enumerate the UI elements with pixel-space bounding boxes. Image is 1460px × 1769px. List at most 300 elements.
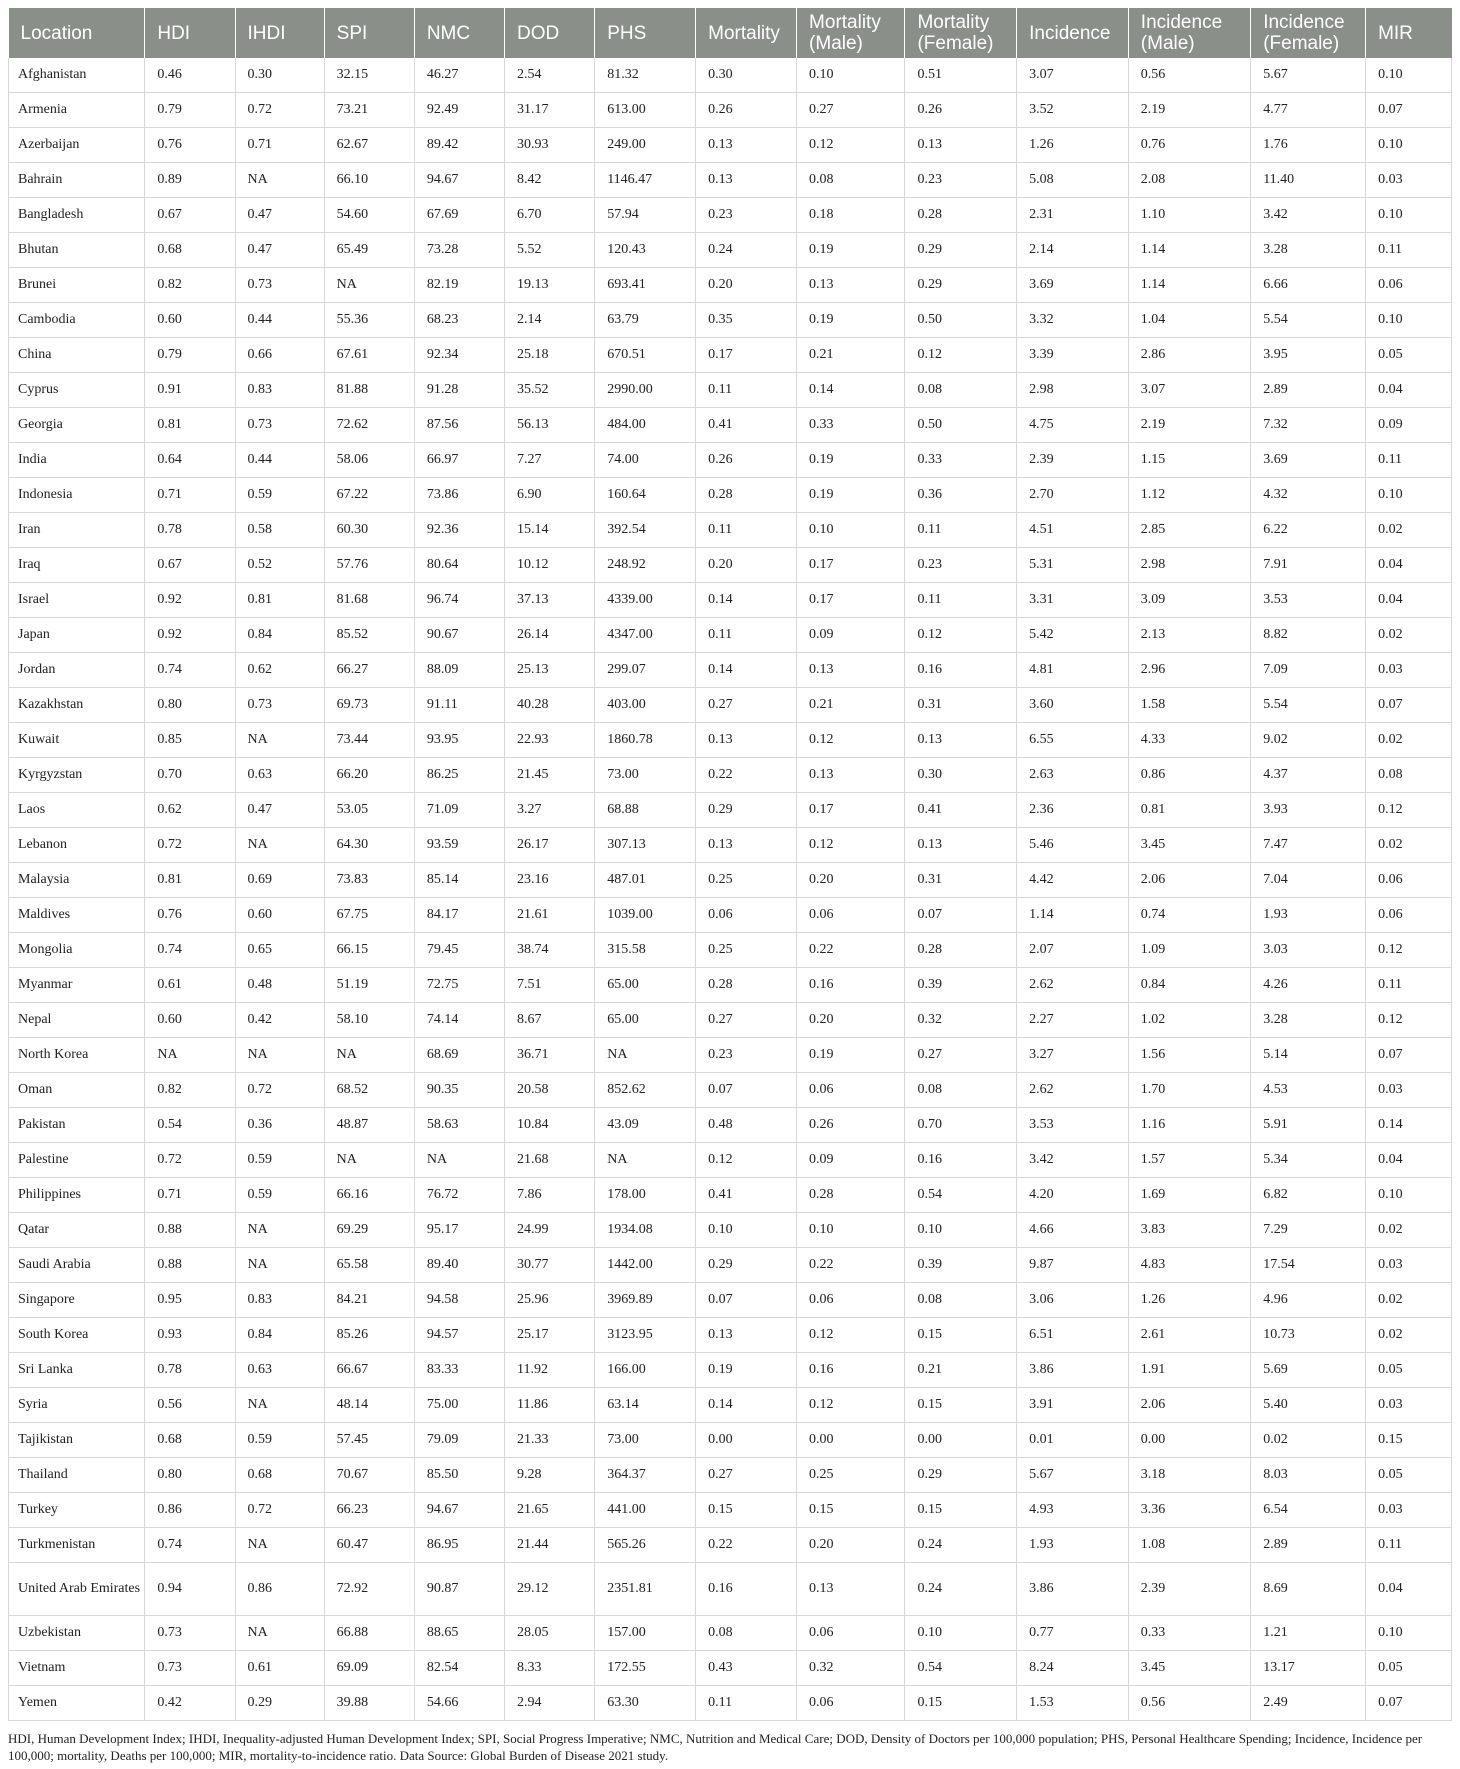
table-cell-location: United Arab Emirates	[9, 1563, 145, 1616]
table-cell: 1.56	[1128, 1038, 1250, 1073]
table-cell: 0.21	[905, 1353, 1017, 1388]
table-cell: 0.16	[905, 653, 1017, 688]
table-row	[9, 1388, 1452, 1423]
table-cell: 3.07	[1017, 58, 1129, 93]
table-cell: 0.84	[235, 1318, 324, 1353]
table-cell: 0.06	[1366, 268, 1452, 303]
table-cell-location: Lebanon	[9, 828, 145, 863]
table-cell: 0.41	[905, 793, 1017, 828]
table-cell: 25.96	[505, 1283, 595, 1318]
table-cell: 69.73	[324, 688, 414, 723]
table-cell: 90.87	[414, 1563, 504, 1616]
table-cell: 0.13	[696, 723, 797, 758]
table-cell: 0.17	[696, 338, 797, 373]
table-cell: 1442.00	[595, 1248, 696, 1283]
table-cell: 3.42	[1251, 198, 1366, 233]
table-row	[9, 1108, 1452, 1143]
table-cell: 3.27	[1017, 1038, 1129, 1073]
table-cell: 6.70	[505, 198, 595, 233]
table-cell: 3.42	[1017, 1143, 1129, 1178]
table-cell: NA	[235, 1388, 324, 1423]
table-cell: 0.65	[235, 933, 324, 968]
column-header-mir[interactable]: MIR	[1366, 8, 1452, 58]
table-cell: 0.06	[1366, 863, 1452, 898]
table-cell: 87.56	[414, 408, 504, 443]
table-cell: 484.00	[595, 408, 696, 443]
table-cell-location: Iraq	[9, 548, 145, 583]
table-cell: 0.79	[145, 93, 235, 128]
table-cell: 120.43	[595, 233, 696, 268]
table-cell: 0.70	[145, 758, 235, 793]
table-row	[9, 618, 1452, 653]
table-cell: 0.71	[145, 478, 235, 513]
table-cell: 0.06	[797, 1283, 905, 1318]
table-cell: 0.72	[145, 1143, 235, 1178]
table-cell: 3.45	[1128, 1651, 1250, 1686]
table-cell: 0.02	[1366, 1213, 1452, 1248]
table-cell: 94.58	[414, 1283, 504, 1318]
table-row	[9, 828, 1452, 863]
table-cell: 4.93	[1017, 1493, 1129, 1528]
table-row	[9, 198, 1452, 233]
table-cell: 0.74	[1128, 898, 1250, 933]
column-header-nmc[interactable]: NMC	[414, 8, 504, 58]
table-cell: 0.54	[905, 1178, 1017, 1213]
table-cell: 0.86	[145, 1493, 235, 1528]
table-cell: 0.17	[797, 583, 905, 618]
table-cell: 0.04	[1366, 1143, 1452, 1178]
table-cell-location: India	[9, 443, 145, 478]
table-cell: 68.69	[414, 1038, 504, 1073]
table-cell: 95.17	[414, 1213, 504, 1248]
table-cell: 0.02	[1366, 1318, 1452, 1353]
table-cell: 0.67	[145, 198, 235, 233]
table-cell-location: Laos	[9, 793, 145, 828]
table-cell: 0.72	[235, 1073, 324, 1108]
table-cell: 2.98	[1017, 373, 1129, 408]
table-row	[9, 863, 1452, 898]
table-cell: 172.55	[595, 1651, 696, 1686]
table-cell: 51.19	[324, 968, 414, 1003]
table-cell: 0.29	[905, 233, 1017, 268]
table-cell: 81.88	[324, 373, 414, 408]
table-cell-location: Azerbaijan	[9, 128, 145, 163]
table-cell-location: Turkmenistan	[9, 1528, 145, 1563]
table-cell: 0.17	[797, 793, 905, 828]
column-header-dod[interactable]: DOD	[505, 8, 595, 58]
table-cell: 315.58	[595, 933, 696, 968]
table-cell: 1.09	[1128, 933, 1250, 968]
table-cell: 0.23	[696, 1038, 797, 1073]
table-cell: 0.24	[905, 1528, 1017, 1563]
table-cell: 0.79	[145, 338, 235, 373]
table-cell: 25.17	[505, 1318, 595, 1353]
table-cell: 1.12	[1128, 478, 1250, 513]
table-cell: 0.08	[905, 1073, 1017, 1108]
table-cell: 0.43	[696, 1651, 797, 1686]
column-header-mortality-male[interactable]: Mortality (Male)	[797, 8, 905, 58]
table-cell: 5.67	[1251, 58, 1366, 93]
table-cell-location: Pakistan	[9, 1108, 145, 1143]
table-cell: NA	[235, 1528, 324, 1563]
table-cell: 0.13	[797, 653, 905, 688]
table-cell: 2.27	[1017, 1003, 1129, 1038]
table-cell-location: Kuwait	[9, 723, 145, 758]
table-cell: NA	[235, 1213, 324, 1248]
table-cell: 0.02	[1366, 513, 1452, 548]
table-cell: 0.19	[696, 1353, 797, 1388]
table-footnote: HDI, Human Development Index; IHDI, Inequality-adjusted Human Development Index; SPI, Social Progress Imperative; NMC, Nutrition and Medical Care; DOD, Density of Doctors per 100,000 population; PHS, Personal Healthcare Spending; Incidence, Incidence per 100,000; mortality, Deaths per 100,000; MIR, mortality-to-incidence ratio. Data Source: Global Burden of Disease 2021 study.	[8, 1731, 1423, 1763]
table-cell: 0.22	[797, 933, 905, 968]
table-cell: 0.08	[696, 1616, 797, 1651]
table-cell: 8.33	[505, 1651, 595, 1686]
table-cell: 64.30	[324, 828, 414, 863]
table-cell: 21.65	[505, 1493, 595, 1528]
table-body	[9, 58, 1452, 1721]
table-cell: 79.09	[414, 1423, 504, 1458]
table-cell: 4.53	[1251, 1073, 1366, 1108]
table-cell: 8.67	[505, 1003, 595, 1038]
table-row	[9, 1616, 1452, 1651]
table-cell: 4.77	[1251, 93, 1366, 128]
table-cell: 0.77	[1017, 1616, 1129, 1651]
column-header-phs[interactable]: PHS	[595, 8, 696, 58]
table-cell-location: Brunei	[9, 268, 145, 303]
table-cell: 2.85	[1128, 513, 1250, 548]
table-cell: 3.53	[1017, 1108, 1129, 1143]
table-cell: 0.25	[797, 1458, 905, 1493]
table-cell: 15.14	[505, 513, 595, 548]
table-cell: 0.41	[696, 1178, 797, 1213]
table-cell: 0.27	[696, 1458, 797, 1493]
table-cell: 0.83	[235, 373, 324, 408]
table-cell: 2.62	[1017, 968, 1129, 1003]
table-cell: 0.69	[235, 863, 324, 898]
table-cell: 0.92	[145, 583, 235, 618]
table-row	[9, 548, 1452, 583]
table-cell: 57.45	[324, 1423, 414, 1458]
table-cell: 0.81	[145, 408, 235, 443]
table-cell: 0.61	[235, 1651, 324, 1686]
table-cell-location: Japan	[9, 618, 145, 653]
table-cell: 3.31	[1017, 583, 1129, 618]
table-cell: 0.12	[797, 723, 905, 758]
table-cell: 93.95	[414, 723, 504, 758]
table-cell: 0.48	[696, 1108, 797, 1143]
table-cell-location: Qatar	[9, 1213, 145, 1248]
table-cell: 0.64	[145, 443, 235, 478]
table-cell: 0.36	[235, 1108, 324, 1143]
table-cell: 0.74	[145, 653, 235, 688]
table-cell: 48.14	[324, 1388, 414, 1423]
table-row	[9, 723, 1452, 758]
table-row	[9, 1283, 1452, 1318]
column-header-spi[interactable]: SPI	[324, 8, 414, 58]
table-cell: 0.14	[1366, 1108, 1452, 1143]
table-cell: 81.32	[595, 58, 696, 93]
table-cell: 67.22	[324, 478, 414, 513]
table-cell: 3.27	[505, 793, 595, 828]
table-cell: 852.62	[595, 1073, 696, 1108]
table-cell: 3.36	[1128, 1493, 1250, 1528]
table-cell: 74.00	[595, 443, 696, 478]
table-cell-location: Armenia	[9, 93, 145, 128]
table-cell: 0.12	[1366, 933, 1452, 968]
table-cell: 81.68	[324, 583, 414, 618]
table-row	[9, 933, 1452, 968]
table-cell: 21.68	[505, 1143, 595, 1178]
table-cell: 0.07	[1366, 1686, 1452, 1721]
table-cell: 3.45	[1128, 828, 1250, 863]
table-cell: 0.63	[235, 758, 324, 793]
table-cell: 613.00	[595, 93, 696, 128]
table-cell: 0.14	[696, 583, 797, 618]
table-cell: 65.49	[324, 233, 414, 268]
table-cell: 66.88	[324, 1616, 414, 1651]
table-cell: 441.00	[595, 1493, 696, 1528]
table-cell: 0.08	[905, 1283, 1017, 1318]
table-cell: 0.71	[235, 128, 324, 163]
table-cell: 0.07	[1366, 93, 1452, 128]
table-cell: 3.69	[1017, 268, 1129, 303]
table-cell: 0.14	[696, 1388, 797, 1423]
table-cell: 0.73	[235, 268, 324, 303]
table-cell: NA	[235, 163, 324, 198]
table-cell: 1.26	[1128, 1283, 1250, 1318]
table-cell-location: Jordan	[9, 653, 145, 688]
table-cell: 0.66	[235, 338, 324, 373]
table-cell: 0.41	[696, 408, 797, 443]
table-row	[9, 1493, 1452, 1528]
table-cell: 0.52	[235, 548, 324, 583]
table-cell: 1.57	[1128, 1143, 1250, 1178]
table-row	[9, 1458, 1452, 1493]
table-cell: 0.73	[145, 1651, 235, 1686]
table-cell: 0.72	[235, 1493, 324, 1528]
table-cell: 0.13	[696, 1318, 797, 1353]
table-cell: 30.93	[505, 128, 595, 163]
table-cell: 67.75	[324, 898, 414, 933]
table-cell: 4347.00	[595, 618, 696, 653]
table-cell: 0.92	[145, 618, 235, 653]
table-cell: 3.32	[1017, 303, 1129, 338]
data-table-container	[8, 8, 1452, 1721]
table-cell: 0.15	[905, 1686, 1017, 1721]
table-cell: 21.33	[505, 1423, 595, 1458]
table-cell: 249.00	[595, 128, 696, 163]
table-cell-location: Bangladesh	[9, 198, 145, 233]
table-cell: 0.04	[1366, 548, 1452, 583]
table-cell: 85.52	[324, 618, 414, 653]
table-cell: 46.27	[414, 58, 504, 93]
table-cell: 0.07	[696, 1073, 797, 1108]
table-cell: 0.91	[145, 373, 235, 408]
table-cell: 0.03	[1366, 1388, 1452, 1423]
table-cell: 83.33	[414, 1353, 504, 1388]
table-cell-location: Myanmar	[9, 968, 145, 1003]
table-cell: 5.67	[1017, 1458, 1129, 1493]
table-cell-location: Indonesia	[9, 478, 145, 513]
column-header-location[interactable]: Location	[9, 8, 145, 58]
table-cell: 4.66	[1017, 1213, 1129, 1248]
table-cell-location: China	[9, 338, 145, 373]
table-cell: 26.14	[505, 618, 595, 653]
table-cell: 0.76	[1128, 128, 1250, 163]
table-cell: NA	[235, 1038, 324, 1073]
table-cell: 71.09	[414, 793, 504, 828]
table-cell: NA	[324, 1143, 414, 1178]
table-cell: 0.26	[905, 93, 1017, 128]
column-header-mortality-female[interactable]: Mortality (Female)	[905, 8, 1017, 58]
column-header-ihdi[interactable]: IHDI	[235, 8, 324, 58]
table-cell: 21.61	[505, 898, 595, 933]
table-cell: 0.28	[696, 478, 797, 513]
table-cell: 5.69	[1251, 1353, 1366, 1388]
table-cell: 94.67	[414, 1493, 504, 1528]
table-cell: 0.30	[235, 58, 324, 93]
table-cell: 62.67	[324, 128, 414, 163]
table-cell: 79.45	[414, 933, 504, 968]
table-cell: 5.31	[1017, 548, 1129, 583]
table-cell: 0.15	[1366, 1423, 1452, 1458]
table-cell: 21.45	[505, 758, 595, 793]
table-cell: 3.86	[1017, 1353, 1129, 1388]
table-cell: 0.93	[145, 1318, 235, 1353]
table-cell: 63.79	[595, 303, 696, 338]
column-header-mortality[interactable]: Mortality	[696, 8, 797, 58]
table-cell: 25.13	[505, 653, 595, 688]
table-cell-location: Tajikistan	[9, 1423, 145, 1458]
table-cell: 54.66	[414, 1686, 504, 1721]
table-cell-location: Uzbekistan	[9, 1616, 145, 1651]
table-row	[9, 163, 1452, 198]
table-cell: 58.63	[414, 1108, 504, 1143]
table-cell-location: Maldives	[9, 898, 145, 933]
table-cell: 5.14	[1251, 1038, 1366, 1073]
table-cell: 0.10	[797, 58, 905, 93]
table-cell: 66.10	[324, 163, 414, 198]
table-cell: 0.03	[1366, 163, 1452, 198]
table-cell: 4.96	[1251, 1283, 1366, 1318]
table-row	[9, 688, 1452, 723]
table-cell: 5.08	[1017, 163, 1129, 198]
table-cell-location: Afghanistan	[9, 58, 145, 93]
table-cell: 0.07	[1366, 1038, 1452, 1073]
table-cell: 0.83	[235, 1283, 324, 1318]
table-cell: 58.06	[324, 443, 414, 478]
table-cell: 66.16	[324, 1178, 414, 1213]
table-cell: 2.39	[1017, 443, 1129, 478]
table-cell: 0.15	[696, 1493, 797, 1528]
table-cell: 92.36	[414, 513, 504, 548]
table-row	[9, 408, 1452, 443]
table-cell: 0.22	[696, 1528, 797, 1563]
table-cell: 0.42	[235, 1003, 324, 1038]
table-cell-location: Syria	[9, 1388, 145, 1423]
table-cell: 5.34	[1251, 1143, 1366, 1178]
table-cell: 0.82	[145, 268, 235, 303]
table-cell: 20.58	[505, 1073, 595, 1108]
table-cell: 6.90	[505, 478, 595, 513]
table-cell: 60.47	[324, 1528, 414, 1563]
table-cell: 0.13	[905, 723, 1017, 758]
table-cell: 0.04	[1366, 373, 1452, 408]
column-header-incidence[interactable]: Incidence	[1017, 8, 1129, 58]
table-cell: 6.54	[1251, 1493, 1366, 1528]
table-cell: 5.91	[1251, 1108, 1366, 1143]
table-row	[9, 1003, 1452, 1038]
table-cell: 0.61	[145, 968, 235, 1003]
table-cell: 0.80	[145, 688, 235, 723]
table-cell: 0.74	[145, 933, 235, 968]
table-cell: 0.06	[696, 898, 797, 933]
table-cell: 92.49	[414, 93, 504, 128]
table-cell: 0.11	[1366, 1528, 1452, 1563]
table-cell: 0.47	[235, 198, 324, 233]
column-header-hdi[interactable]: HDI	[145, 8, 235, 58]
table-cell: 68.23	[414, 303, 504, 338]
table-cell: 0.54	[145, 1108, 235, 1143]
table-cell: 86.25	[414, 758, 504, 793]
table-cell: 0.30	[905, 758, 1017, 793]
table-cell: 88.65	[414, 1616, 504, 1651]
table-row	[9, 583, 1452, 618]
table-cell: 0.28	[797, 1178, 905, 1213]
table-cell: 0.12	[905, 338, 1017, 373]
table-cell: 91.28	[414, 373, 504, 408]
table-row	[9, 338, 1452, 373]
table-cell: 58.10	[324, 1003, 414, 1038]
table-cell: 0.19	[797, 233, 905, 268]
table-row	[9, 758, 1452, 793]
table-cell: 1.15	[1128, 443, 1250, 478]
table-cell: 0.14	[696, 653, 797, 688]
table-cell: 1.93	[1017, 1528, 1129, 1563]
table-cell: 9.02	[1251, 723, 1366, 758]
table-cell: 91.11	[414, 688, 504, 723]
table-cell: 3.09	[1128, 583, 1250, 618]
table-cell: 0.10	[1366, 1616, 1452, 1651]
table-cell: 7.86	[505, 1178, 595, 1213]
table-cell: 57.76	[324, 548, 414, 583]
table-row	[9, 1563, 1452, 1616]
table-cell-location: South Korea	[9, 1318, 145, 1353]
column-header-incidence-male[interactable]: Incidence (Male)	[1128, 8, 1250, 58]
table-cell: 0.10	[797, 513, 905, 548]
table-cell: 2.61	[1128, 1318, 1250, 1353]
table-cell: 8.03	[1251, 1458, 1366, 1493]
table-cell: 0.10	[797, 1213, 905, 1248]
table-cell-location: Turkey	[9, 1493, 145, 1528]
table-cell: 65.00	[595, 968, 696, 1003]
table-cell: 3.86	[1017, 1563, 1129, 1616]
table-cell: 2.14	[505, 303, 595, 338]
table-cell: 0.88	[145, 1248, 235, 1283]
table-cell: 3.60	[1017, 688, 1129, 723]
table-cell: 30.77	[505, 1248, 595, 1283]
table-cell: 35.52	[505, 373, 595, 408]
table-cell: 2.06	[1128, 863, 1250, 898]
table-cell: 0.10	[1366, 58, 1452, 93]
table-cell: 0.68	[235, 1458, 324, 1493]
table-cell: 0.12	[1366, 1003, 1452, 1038]
table-cell: 22.93	[505, 723, 595, 758]
table-row	[9, 1353, 1452, 1388]
column-header-incidence-female[interactable]: Incidence (Female)	[1251, 8, 1366, 58]
table-cell: 0.35	[696, 303, 797, 338]
table-cell: 56.13	[505, 408, 595, 443]
table-cell: 0.68	[145, 233, 235, 268]
